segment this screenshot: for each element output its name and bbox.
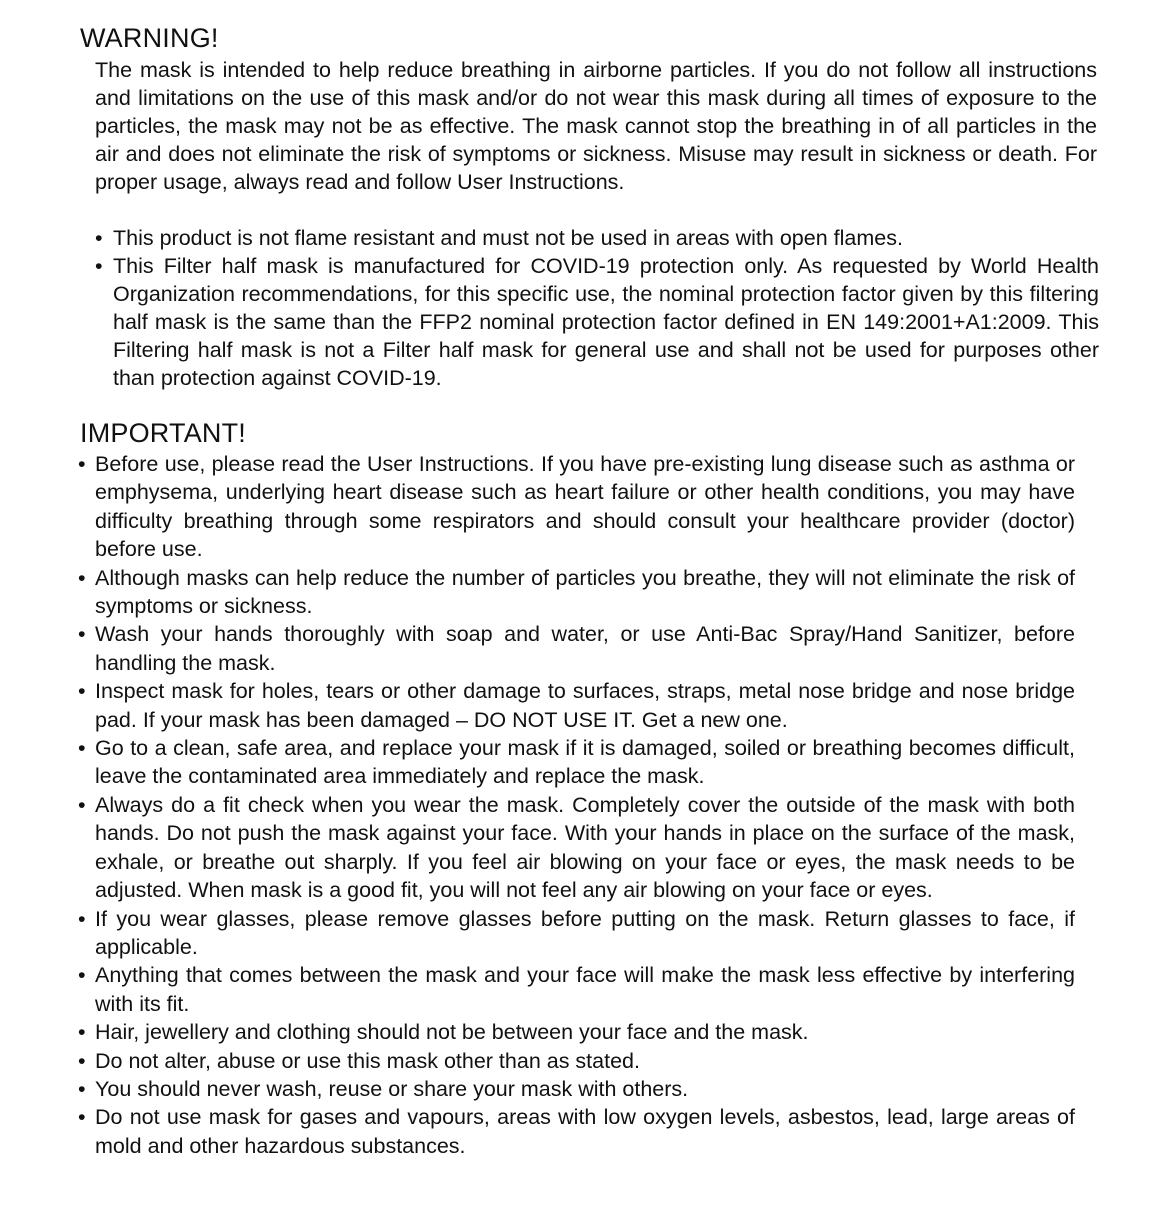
important-bullet-text: Do not use mask for gases and vapours, areas with low oxygen levels, asbestos, lead, large areas of mold and other hazardous substances. <box>95 1105 1075 1158</box>
bullet-icon: • <box>78 1020 86 1045</box>
important-bullet-text: Although masks can help reduce the number of particles you breathe, they will not eliminate the risk of symptoms or sickness. <box>95 565 1075 619</box>
important-bullet-item <box>78 1075 1075 1103</box>
important-bullet-text: Do not alter, abuse or use this mask other than as stated. <box>95 1048 640 1073</box>
important-bullet-item <box>78 905 1075 962</box>
important-bullet-text: Wash your hands thoroughly with soap and water, or use Anti-Bac Spray/Hand Sanitizer, before handling the mask. <box>95 622 1075 675</box>
bullet-icon: • <box>78 736 86 761</box>
bullet-icon: • <box>78 792 86 817</box>
important-bullet-item <box>78 1018 1075 1046</box>
important-heading: IMPORTANT! <box>80 418 247 448</box>
important-bullet-item <box>78 450 1075 564</box>
warning-heading: WARNING! <box>80 23 219 53</box>
bullet-icon: • <box>95 254 103 279</box>
important-bullet-item <box>78 677 1075 734</box>
bullet-icon: • <box>78 963 86 988</box>
important-bullet-text: Before use, please read the User Instructions. If you have pre-existing lung disease such as asthma or emphysema, underlying heart disease such as heart failure or other health conditions, you may have difficulty breathing through some respirators and should consult your healthcare provider (doctor) before use. <box>95 452 1075 562</box>
warning-bullet-item <box>95 252 1099 392</box>
warning-bullet-item <box>95 224 1099 252</box>
important-bullet-text: You should never wash, reuse or share your mask with others. <box>95 1076 689 1101</box>
important-bullet-item <box>78 620 1075 677</box>
important-bullet-item <box>78 1047 1075 1075</box>
important-bullet-text: Hair, jewellery and clothing should not be between your face and the mask. <box>95 1020 809 1045</box>
bullet-icon: • <box>78 565 86 590</box>
important-bullet-text: Anything that comes between the mask and your face will make the mask less effective by interfering with its fit. <box>95 963 1075 1016</box>
warning-bullet-text: This Filter half mask is manufactured for COVID-19 protection only. As requested by World Health Organization recommendations, for this specific use, the nominal protection factor given by this filtering half mask is the same than the FFP2 nominal protection factor defined in EN 149:2001+A1:2009. This Filtering half mask is not a Filter half mask for general use and shall not be used for purposes other than protection against COVID-19. <box>113 254 1099 391</box>
bullet-icon: • <box>95 226 103 250</box>
warning-bullet-list <box>95 224 1099 393</box>
bullet-icon: • <box>78 1076 86 1101</box>
important-bullet-text: Always do a fit check when you wear the mask. Completely cover the outside of the mask with both hands. Do not push the mask against your face. With your hands in place on the surface of the mask, exhale, or breathe out sharply. If you feel air blowing on your face or eyes, the mask needs to be adjusted. When mask is a good fit, you will not feel any air blowing on your face or eyes. <box>95 792 1075 903</box>
important-bullet-list <box>78 450 1075 1160</box>
important-bullet-item <box>78 564 1075 621</box>
important-bullet-text: Go to a clean, safe area, and replace your mask if it is damaged, soiled or breathing becomes difficult, leave the contaminated area immediately and replace the mask. <box>95 736 1075 789</box>
bullet-icon: • <box>78 679 86 704</box>
important-bullet-item <box>78 791 1075 905</box>
important-bullet-text: If you wear glasses, please remove glasses before putting on the mask. Return glasses to face, if applicable. <box>95 906 1075 959</box>
important-bullet-text: Inspect mask for holes, tears or other damage to surfaces, straps, metal nose bridge and nose bridge pad. If your mask has been damaged – DO NOT USE IT. Get a new one. <box>95 679 1075 732</box>
important-bullet-item <box>78 734 1075 791</box>
bullet-icon: • <box>78 906 86 931</box>
important-bullet-item <box>78 1103 1075 1160</box>
bullet-icon: • <box>78 452 86 476</box>
bullet-icon: • <box>78 1048 86 1073</box>
important-bullet-item <box>78 961 1075 1018</box>
bullet-icon: • <box>78 622 86 647</box>
warning-bullet-text: This product is not flame resistant and must not be used in areas with open flames. <box>113 226 903 250</box>
warning-intro-paragraph: The mask is intended to help reduce breathing in airborne particles. If you do not follow all instructions and limitations on the use of this mask and/or do not wear this mask during all times of exposure to the particles, the mask may not be as effective. The mask cannot stop the breathing in of all particles in the air and does not eliminate the risk of symptoms or sickness. Misuse may result in sickness or death. For proper usage, always read and follow User Instructions. <box>95 58 1097 195</box>
bullet-icon: • <box>78 1105 86 1130</box>
